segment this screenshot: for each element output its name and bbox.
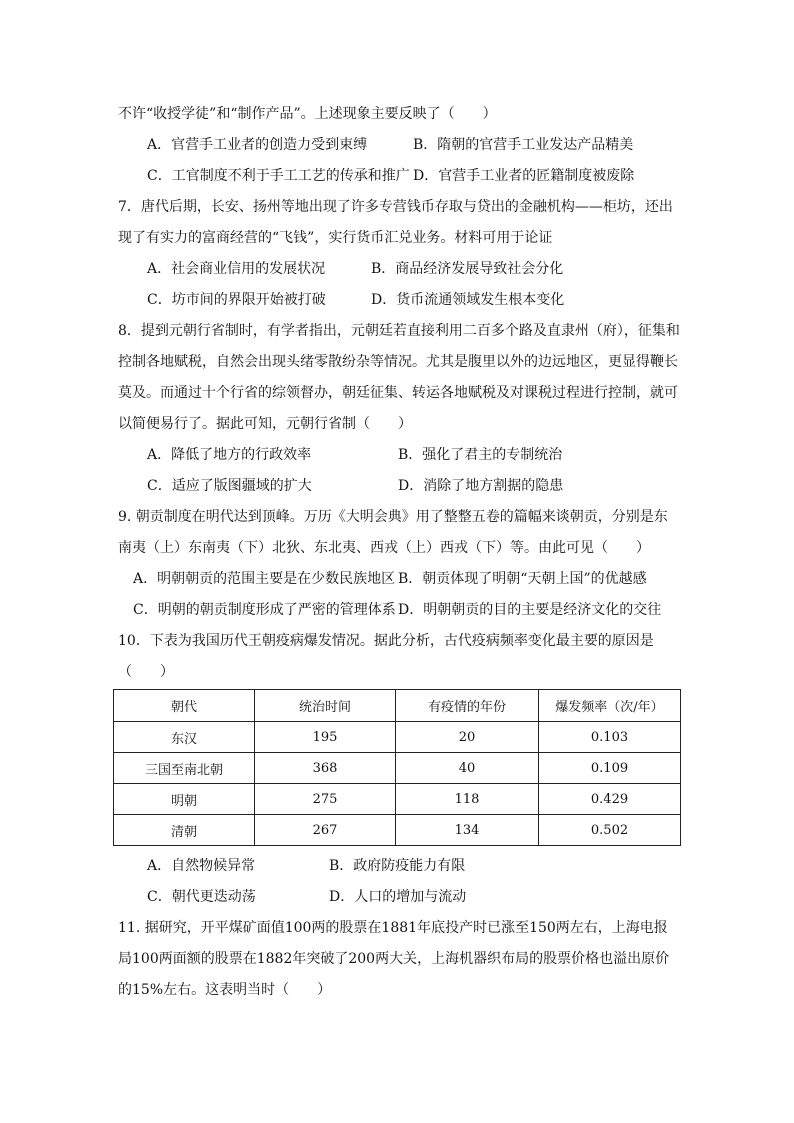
q8-stem-line-1: 8．提到元朝行省制时，有学者指出，元朝廷若直接利用二百多个路及直隶州（府），征集和: [118, 323, 680, 339]
q8-option-c: C．适应了版图疆域的扩大: [147, 478, 312, 494]
table-cell: 20: [396, 722, 539, 753]
q9-option-b: B．朝贡体现了明朝“天朝上国”的优越感: [398, 571, 647, 587]
q8-option-b: B．强化了君主的专制统治: [398, 447, 563, 463]
table-row: [114, 753, 681, 784]
q8-stem-line-2: 控制各地赋税，自然会出现头绪零散纷杂等情况。尤其是腹里以外的边远地区，更显得鞭长: [118, 354, 678, 370]
q11-stem-line-3: 的15%左右。这表明当时（ ）: [118, 982, 332, 998]
q7-option-d: D．货币流通领域发生根本变化: [371, 292, 565, 308]
table-row: [114, 784, 681, 815]
q8-option-a: A．降低了地方的行政效率: [147, 447, 312, 463]
table-header-row: [114, 690, 681, 722]
q7-option-b: B．商品经济发展导致社会分化: [371, 261, 564, 277]
table-cell: 368: [255, 753, 396, 784]
q9-option-c: C．明朝的朝贡制度形成了严密的管理体系: [133, 602, 396, 618]
q8-stem-line-3: 莫及。而通过十个行省的综领督办，朝廷征集、转运各地赋税及对课税过程进行控制，就可: [118, 385, 678, 401]
q7-stem-line-2: 现了有实力的富商经营的“飞钱”，实行货币汇兑业务。材料可用于论证: [118, 230, 553, 246]
table-header-cell: 爆发频率（次/年）: [539, 690, 681, 722]
table-cell: 三国至南北朝: [114, 753, 255, 784]
q8-stem-line-4: 以简便易行了。据此可知，元朝行省制（ ）: [118, 416, 412, 432]
q6-option-c: C．工官制度不利于手工工艺的传承和推广: [147, 168, 410, 184]
q11-stem-line-2: 局100两面额的股票在1882年突破了200两大关，上海机器织布局的股票价格也溢出原价: [118, 951, 670, 967]
q9-stem-line-2: 南夷（上）东南夷（下）北狄、东北夷、西戎（上）西戎（下）等。由此可见（ ）: [118, 540, 650, 556]
table-cell: 195: [255, 722, 396, 753]
q7-option-c: C．坊市间的界限开始被打破: [147, 292, 326, 308]
table-cell: 清朝: [114, 815, 255, 846]
epidemic-table: [113, 689, 681, 846]
q6-option-b: B．隋朝的官营手工业发达产品精美: [413, 137, 634, 153]
table-row: [114, 815, 681, 846]
table-cell: 0.429: [539, 784, 681, 815]
table-cell: 明朝: [114, 784, 255, 815]
q6-option-a: A．官营手工业者的创造力受到束缚: [147, 137, 368, 153]
q6-stem-tail: 不许“收授学徒”和“制作产品”。上述现象主要反映了（ ）: [118, 106, 497, 122]
q10-option-d: D．人口的增加与流动: [329, 889, 467, 905]
table-cell: 40: [396, 753, 539, 784]
q10-option-c: C．朝代更迭动荡: [147, 889, 256, 905]
table-cell: 267: [255, 815, 396, 846]
table-header-cell: 有疫情的年份: [396, 690, 539, 722]
table-cell: 0.502: [539, 815, 681, 846]
q10-option-b: B．政府防疫能力有限: [329, 858, 466, 874]
table-cell: 0.109: [539, 753, 681, 784]
q9-option-a: A．明朝朝贡的范围主要是在少数民族地区: [133, 571, 396, 587]
q9-option-d: D．明朝朝贡的目的主要是经济文化的交往: [398, 602, 662, 618]
q8-option-d: D．消除了地方割据的隐患: [398, 478, 564, 494]
q6-option-d: D．官营手工业者的匠籍制度被废除: [413, 168, 635, 184]
table-header-cell: 朝代: [114, 690, 255, 722]
table-cell: 118: [396, 784, 539, 815]
table-cell: 0.103: [539, 722, 681, 753]
q10-stem-line-1: 10．下表为我国历代王朝疫病爆发情况。据此分析，古代疫病频率变化最主要的原因是: [118, 633, 654, 649]
q7-option-a: A．社会商业信用的发展状况: [147, 261, 326, 277]
table-header-cell: 统治时间: [255, 690, 396, 722]
q10-option-a: A．自然物候异常: [147, 858, 256, 874]
q10-stem-line-2: （ ）: [118, 664, 174, 680]
table-cell: 134: [396, 815, 539, 846]
q7-stem-line-1: 7．唐代后期，长安、扬州等地出现了许多专营钱币存取与贷出的金融机构——柜坊，还出: [118, 199, 673, 215]
table-row: [114, 722, 681, 753]
table-cell: 东汉: [114, 722, 255, 753]
table-cell: 275: [255, 784, 396, 815]
q9-stem-line-1: 9. 朝贡制度在明代达到顶峰。万历《大明会典》用了整整五卷的篇幅来谈朝贡，分别是东: [118, 509, 668, 525]
q11-stem-line-1: 11. 据研究，开平煤矿面值100两的股票在1881年底投产时已涨至150两左右，上海电报: [118, 920, 668, 936]
